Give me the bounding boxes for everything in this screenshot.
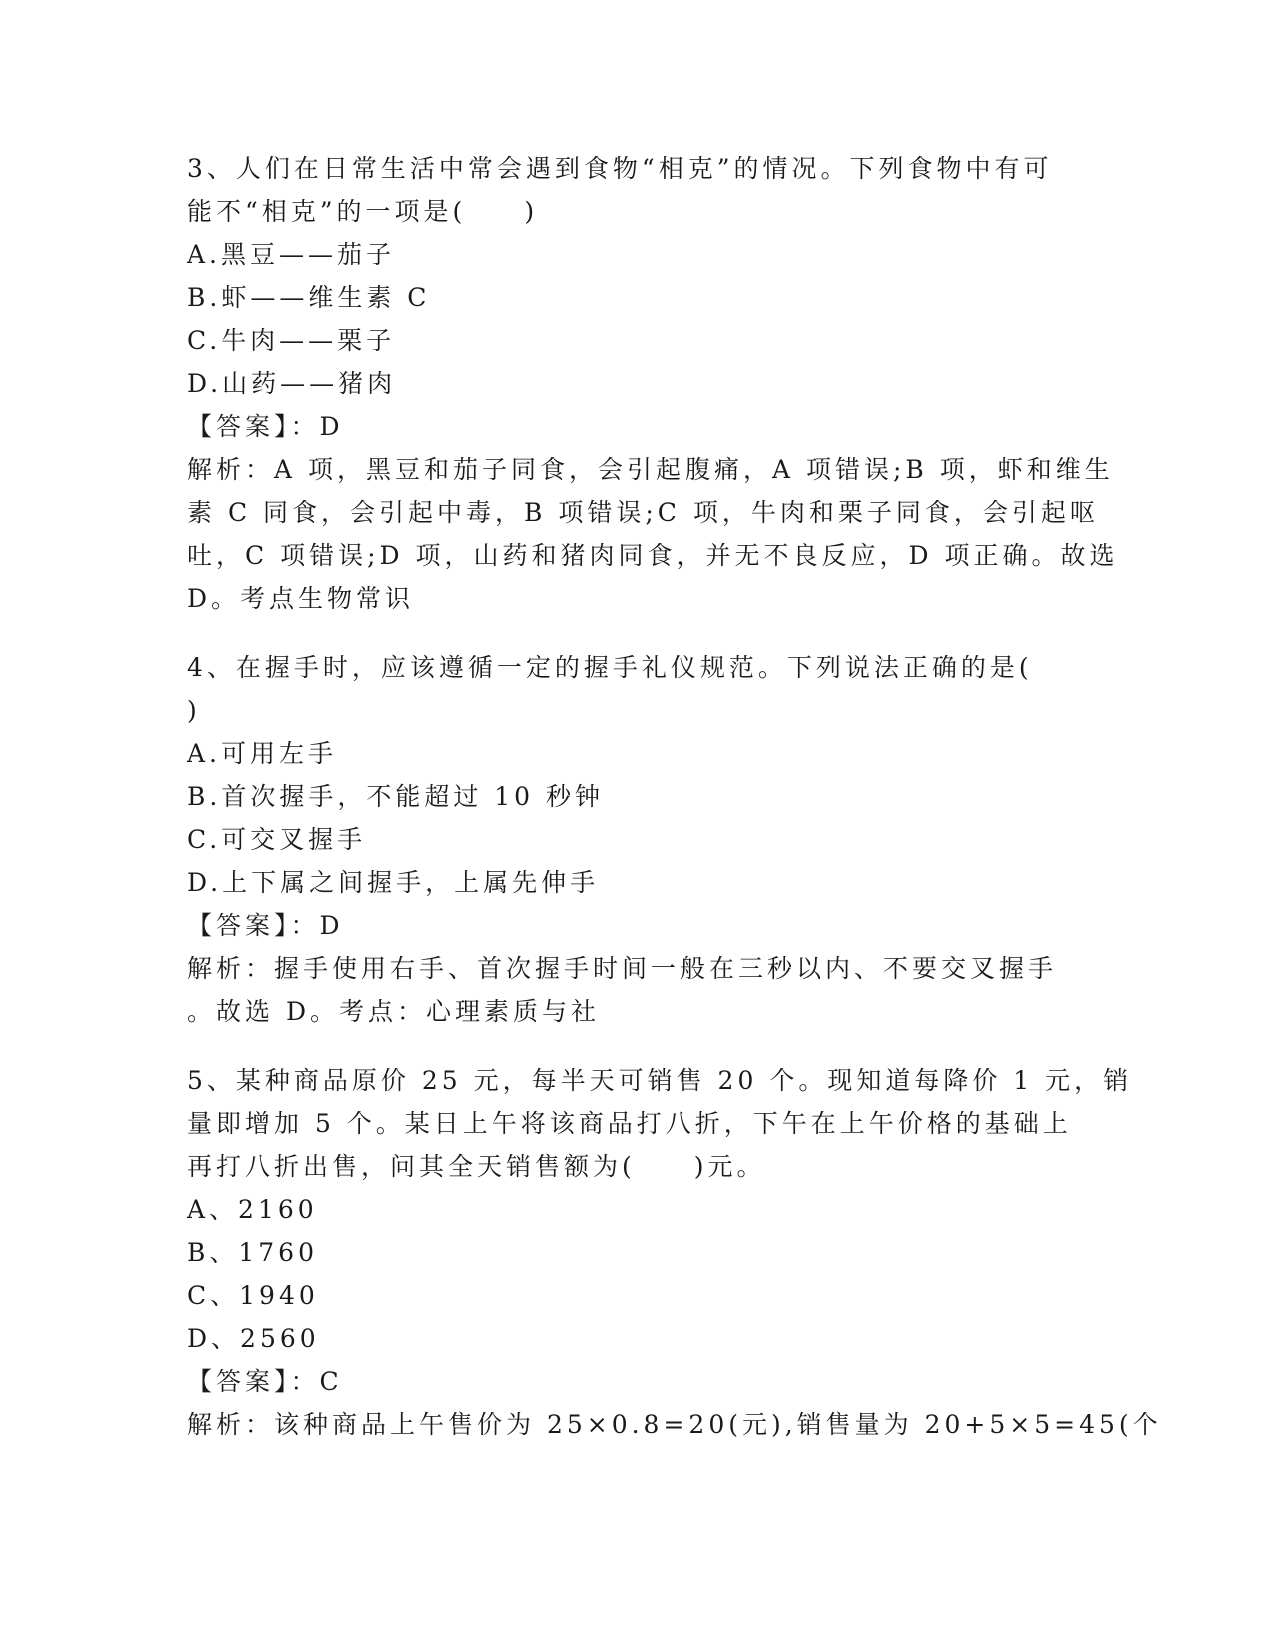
answer-line: 【答案】：D (187, 412, 344, 441)
question-stem-line: 再打八折出售，问其全天销售额为( )元。 (187, 1152, 766, 1181)
analysis-line: 解析：握手使用右手、首次握手时间一般在三秒以内、不要交叉握手 (187, 954, 1058, 983)
option-d: D.山药——猪肉 (187, 369, 397, 398)
question-spacer (187, 1033, 1087, 1059)
question-stem-line: 4、在握手时，应该遵循一定的握手礼仪规范。下列说法正确的是( (187, 653, 1033, 682)
analysis-line: 素 C 同食，会引起中毒，B 项错误;C 项，牛肉和栗子同食，会引起呕 (187, 498, 1099, 527)
question-5 (187, 1059, 1162, 1446)
option-a: A、2160 (187, 1195, 318, 1224)
question-stem-line: 3、人们在日常生活中常会遇到食物“相克”的情况。下列食物中有可 (187, 154, 1053, 183)
analysis-line: 解析：该种商品上午售价为 25×0.8=20(元),销售量为 20+5×5=45(个 (187, 1410, 1162, 1439)
question-spacer (187, 620, 1087, 646)
option-b: B.虾——维生素 C (187, 283, 431, 312)
option-a: A.可用左手 (187, 739, 338, 768)
option-b: B.首次握手，不能超过 10 秒钟 (187, 782, 605, 811)
option-c: C.牛肉——栗子 (187, 326, 396, 355)
question-stem-line: 量即增加 5 个。某日上午将该商品打八折，下午在上午价格的基础上 (187, 1109, 1072, 1138)
question-stem-line: 能不“相克”的一项是( ) (187, 197, 539, 226)
question-3 (187, 147, 1119, 620)
analysis-line: 吐，C 项错误;D 项，山药和猪肉同食，并无不良反应，D 项正确。故选 (187, 541, 1119, 570)
analysis-line: D。考点生物常识 (187, 584, 415, 613)
answer-line: 【答案】：D (187, 911, 344, 940)
question-stem-line: 5、某种商品原价 25 元，每半天可销售 20 个。现知道每降价 1 元，销 (187, 1066, 1133, 1095)
option-b: B、1760 (187, 1238, 318, 1267)
analysis-line: 。故选 D。考点：心理素质与社 (187, 997, 600, 1026)
option-c: C.可交叉握手 (187, 825, 367, 854)
option-c: C、1940 (187, 1281, 319, 1310)
document-content (187, 147, 1162, 1446)
question-4 (187, 646, 1087, 1033)
question-stem-line: ) (187, 696, 201, 725)
answer-line: 【答案】：C (187, 1367, 343, 1396)
option-a: A.黑豆——茄子 (187, 240, 396, 269)
option-d: D.上下属之间握手，上属先伸手 (187, 868, 600, 897)
option-d: D、2560 (187, 1324, 320, 1353)
analysis-line: 解析：A 项，黑豆和茄子同食，会引起腹痛，A 项错误;B 项，虾和维生 (187, 455, 1114, 484)
